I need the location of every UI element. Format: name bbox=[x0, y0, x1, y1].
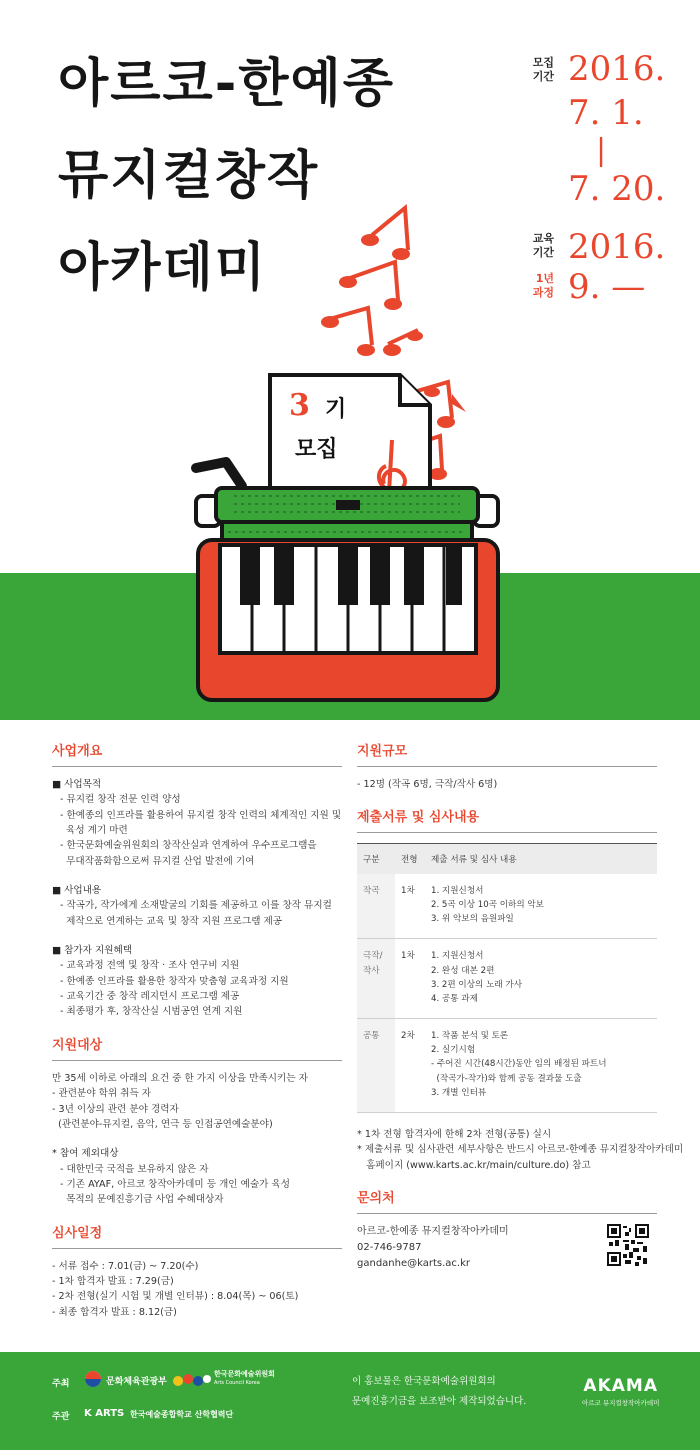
table-cell-stage: 1차 bbox=[395, 874, 425, 939]
table-cell-type bbox=[357, 874, 395, 939]
arts-council-logo-text: 한국문화예술위원회 bbox=[214, 1370, 275, 1378]
right-column bbox=[357, 740, 684, 1286]
schedule-line: - 최종 합격자 발표 : 8.12(금) bbox=[52, 1306, 177, 1318]
table-row bbox=[357, 939, 657, 1019]
table-cell-stage: 2차 bbox=[395, 1019, 425, 1113]
documents-title: 제출서류 및 심사내용 bbox=[357, 806, 657, 833]
table-cell-type bbox=[357, 1019, 395, 1113]
contact-phone[interactable]: 02-746-9787 bbox=[357, 1241, 422, 1253]
paper-number: 3 bbox=[289, 388, 310, 423]
table-cell-items bbox=[425, 874, 657, 939]
purpose-line: 육성 계기 마련 bbox=[60, 825, 128, 837]
main-title-line-2: 뮤지컬창작 bbox=[58, 146, 320, 206]
exclude-line: 목적의 문예진흥기금 사업 수혜대상자 bbox=[60, 1194, 224, 1206]
course-label-2: 과정 bbox=[532, 285, 554, 299]
documents-section bbox=[357, 806, 684, 1173]
course-label-1: 1년 bbox=[535, 272, 554, 285]
karts-org-text: 한국예술종합학교 산학협력단 bbox=[130, 1410, 234, 1419]
overview-section bbox=[52, 740, 342, 1020]
item-line: 2. 실기시험 bbox=[431, 1045, 476, 1056]
akama-logo-sub: 아르코 뮤지컬창작아카데미 bbox=[582, 1399, 660, 1407]
type-line: 극작/ bbox=[363, 951, 383, 962]
contact-email[interactable]: gandanhe@karts.ac.kr bbox=[357, 1257, 470, 1269]
table-header: 제출 서류 및 심사 내용 bbox=[425, 844, 657, 874]
paper-gi: 기 bbox=[325, 396, 347, 422]
recruit-label-2: 기간 bbox=[532, 69, 554, 83]
schedule-line: - 서류 접수 : 7.01(금) ~ 7.20(수) bbox=[52, 1260, 199, 1272]
contact-title: 문의처 bbox=[357, 1187, 657, 1214]
scale-section bbox=[357, 740, 657, 792]
host-label: 주최 bbox=[52, 1379, 70, 1389]
typewriter-roller-icon bbox=[196, 488, 498, 542]
left-column bbox=[52, 740, 342, 1334]
recruit-date-separator: | bbox=[596, 133, 607, 168]
target-line: (관련분야-뮤지컬, 음악, 연극 등 인접공연예술분야) bbox=[52, 1118, 273, 1130]
item-line: 2. 5곡 이상 10곡 이하의 악보 bbox=[431, 900, 544, 911]
content-line: - 작곡가, 작가에게 소재발굴의 기회를 제공하고 이를 창작 뮤지컬 bbox=[60, 900, 332, 912]
akama-logo bbox=[582, 1378, 659, 1407]
funding-notice-line: 이 홍보물은 한국문화예술위원회의 bbox=[352, 1376, 496, 1387]
recruit-date-day: 7. 1. bbox=[568, 93, 644, 133]
item-line: 3. 위 악보의 음원파일 bbox=[431, 914, 514, 925]
target-section bbox=[52, 1034, 342, 1208]
main-title-line-3: 아카데미 bbox=[58, 238, 267, 298]
exclude-heading: * 참여 제외대상 bbox=[52, 1148, 119, 1160]
paper-recruit: 모집 bbox=[295, 436, 338, 462]
type-line: 공통 bbox=[363, 1031, 380, 1042]
exclude-line: - 기존 AYAF, 아르코 창작아카데미 등 개인 예술가 육성 bbox=[60, 1178, 291, 1190]
education-date-start: 2016. bbox=[568, 227, 666, 267]
item-line: (작곡가-작가)와 함께 공동 결과물 도출 bbox=[431, 1073, 582, 1084]
karts-logo-text: K ARTS bbox=[84, 1408, 125, 1419]
funding-notice-line: 문예진흥기금을 보조받아 제작되었습니다. bbox=[352, 1395, 527, 1407]
schedule-title: 심사일정 bbox=[52, 1222, 342, 1249]
benefit-line: - 한예종 인프라를 활용한 창작자 맞춤형 교육과정 지원 bbox=[60, 975, 289, 987]
contact-name: 아르코-한예종 뮤지컬창작아카데미 bbox=[357, 1225, 509, 1237]
type-line: 작곡 bbox=[363, 885, 380, 896]
content-heading: ■ 사업내용 bbox=[52, 885, 102, 897]
ministry-logo-icon bbox=[84, 1370, 102, 1388]
item-line: 4. 공통 과제 bbox=[431, 993, 478, 1004]
arts-council-logo-icon bbox=[172, 1372, 212, 1388]
footer bbox=[0, 1352, 700, 1450]
table-cell-items bbox=[425, 939, 657, 1019]
schedule-line: - 2차 전형(실기 시험 및 개별 인터뷰) : 8.04(목) ~ 06(토) bbox=[52, 1291, 299, 1303]
table-cell-stage: 1차 bbox=[395, 939, 425, 1019]
document-note: * 제출서류 및 심사관련 세부사항은 반드시 아르코-한예종 뮤지컬창작아카데미 bbox=[357, 1144, 684, 1156]
arts-council-logo-en: Arts Council Korea bbox=[214, 1380, 260, 1386]
benefit-line: - 교육기간 중 창작 레지던시 프로그램 제공 bbox=[60, 991, 240, 1003]
recruit-date-start: 2016. bbox=[568, 49, 666, 89]
type-line: 작사 bbox=[363, 965, 380, 976]
purpose-line: - 뮤지컬 창작 전문 인력 양성 bbox=[60, 794, 181, 806]
exclude-line: - 대한민국 국적을 보유하지 않은 자 bbox=[60, 1163, 209, 1175]
item-line: 1. 지원신청서 bbox=[431, 885, 484, 896]
education-label-1: 교육 bbox=[532, 232, 554, 245]
target-line: - 3년 이상의 관련 분야 경력자 bbox=[52, 1103, 179, 1115]
qr-code-icon[interactable] bbox=[607, 1224, 649, 1266]
document-note: * 1차 전형 합격자에 한해 2차 전형(공통) 실시 bbox=[357, 1128, 552, 1140]
table-row bbox=[357, 874, 657, 939]
benefit-line: - 최종평가 후, 창작산실 시범공연 연계 지원 bbox=[60, 1006, 243, 1018]
scale-line: - 12명 (작곡 6명, 극작/작사 6명) bbox=[357, 779, 498, 790]
typewriter-lever-icon bbox=[196, 462, 242, 486]
schedule-section bbox=[52, 1222, 342, 1320]
table-header: 구분 bbox=[357, 844, 395, 874]
hero-section bbox=[0, 0, 700, 720]
recruit-date-end: 7. 20. bbox=[568, 169, 666, 209]
content-line: 제작으로 연계하는 교육 및 창작 지원 프로그램 제공 bbox=[60, 915, 283, 927]
item-line: 2. 완성 대본 2편 bbox=[431, 965, 495, 976]
review-table bbox=[357, 843, 657, 1113]
item-line: - 주어진 시간(48시간)동안 임의 배정된 파트너 bbox=[431, 1059, 607, 1070]
piano-keyboard-icon bbox=[198, 540, 498, 700]
purpose-line: 무대작품화함으로써 뮤지컬 산업 발전에 기여 bbox=[60, 855, 255, 867]
schedule-line: - 1차 합격자 발표 : 7.29(금) bbox=[52, 1275, 174, 1287]
education-label-2: 기간 bbox=[532, 245, 554, 259]
education-date-month: 9. — bbox=[568, 267, 646, 307]
purpose-heading: ■ 사업목적 bbox=[52, 779, 102, 790]
target-line: 만 35세 이하로 아래의 요건 중 한 가지 이상을 만족시키는 자 bbox=[52, 1072, 308, 1084]
target-title: 지원대상 bbox=[52, 1034, 342, 1061]
purpose-line: - 한국문화예술위원회의 창작산실과 연계하여 우수프로그램을 bbox=[60, 840, 317, 852]
item-line: 3. 2편 이상의 노래 가사 bbox=[431, 979, 523, 990]
table-header-row bbox=[357, 844, 657, 874]
benefit-heading: ■ 참가자 지원혜택 bbox=[52, 945, 133, 957]
item-line: 1. 작품 분석 및 토론 bbox=[431, 1031, 509, 1042]
target-line: - 관련분야 학위 취득 자 bbox=[52, 1088, 152, 1100]
organizer-label: 주관 bbox=[52, 1412, 70, 1422]
table-header: 전형 bbox=[395, 844, 425, 874]
document-note: 홈페이지 (www.karts.ac.kr/main/culture.do) 참고 bbox=[357, 1159, 591, 1171]
funding-notice bbox=[352, 1372, 526, 1412]
table-cell-type bbox=[357, 939, 395, 1019]
akama-logo-text: AKAMA bbox=[583, 1376, 658, 1396]
purpose-line: - 한예종의 인프라를 활용하여 뮤지컬 창작 인력의 체계적인 지원 및 bbox=[60, 809, 342, 821]
typewriter-piano-illustration bbox=[0, 0, 700, 720]
table-row bbox=[357, 1019, 657, 1113]
benefit-line: - 교육과정 전액 및 창작 · 조사 연구비 지원 bbox=[60, 960, 240, 972]
item-line: 3. 개별 인터뷰 bbox=[431, 1087, 487, 1098]
table-cell-items bbox=[425, 1019, 657, 1113]
scale-title: 지원규모 bbox=[357, 740, 657, 767]
contact-details bbox=[357, 1224, 657, 1272]
recruit-label-1: 모집 bbox=[532, 56, 554, 69]
contact-section bbox=[357, 1187, 657, 1272]
overview-title: 사업개요 bbox=[52, 740, 342, 767]
item-line: 1. 지원신청서 bbox=[431, 951, 484, 962]
ministry-logo-text: 문화체육관광부 bbox=[106, 1377, 167, 1387]
main-title-line-1: 아르코-한예종 bbox=[58, 54, 395, 114]
